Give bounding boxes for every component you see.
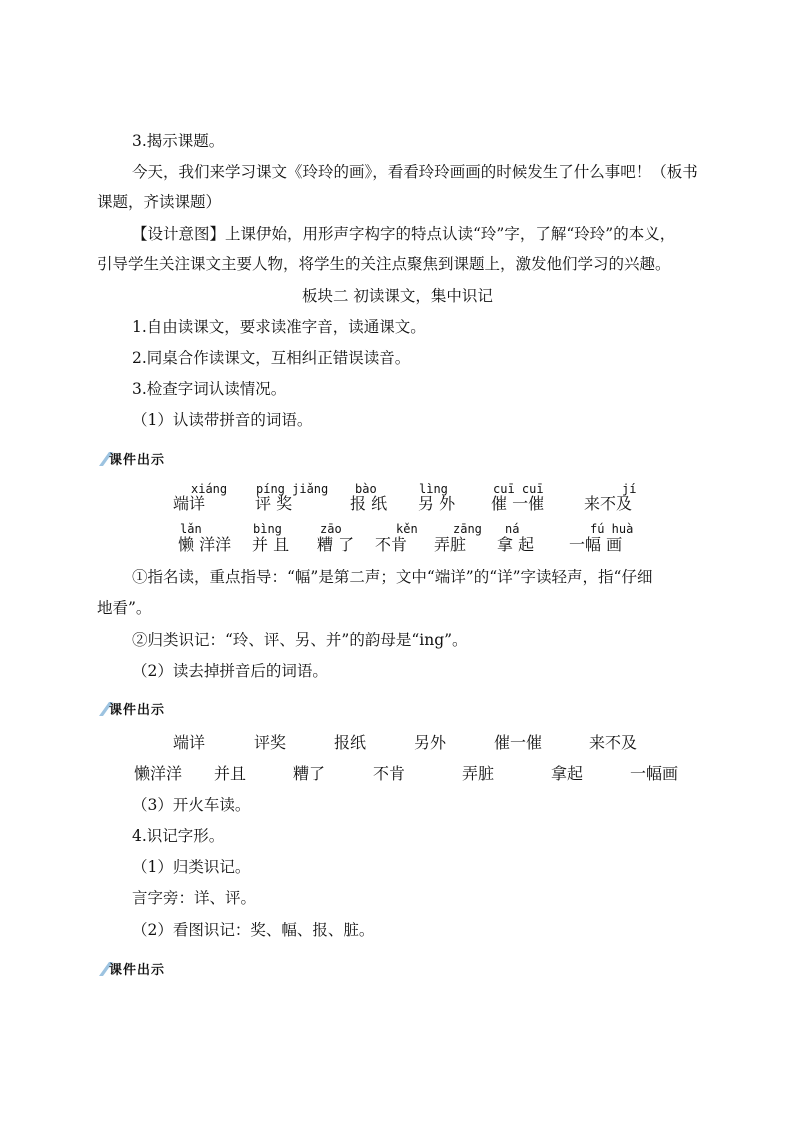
pinyin: lìng xyxy=(419,482,448,496)
courseware-label: 课件出示 xyxy=(109,703,166,718)
note-guidance: ①指名读，重点指导：“幅”是第二声；文中“端详”的“详”字读轻声，指“仔细 xyxy=(132,568,653,586)
paragraph-intro-cont: 课题，齐读课题） xyxy=(97,193,222,211)
note-classify: ②归类识记：“玲、评、另、并”的韵母是“ing”。 xyxy=(132,631,468,649)
word: 催一催 xyxy=(494,733,543,752)
pinyin: bìng xyxy=(253,522,282,536)
word: 懒 洋洋 xyxy=(178,535,232,554)
paragraph-design-intent: 【设计意图】上课伊始，用形声字构字的特点认读“玲”字，了解“玲玲”的本义， xyxy=(132,225,676,243)
pinyin: xiáng xyxy=(191,482,228,496)
pinyin: zāng xyxy=(453,522,482,536)
pinyin: bào xyxy=(355,482,377,496)
word: 一幅 画 xyxy=(569,535,623,554)
step-read-without-pinyin: （2）读去掉拼音后的词语。 xyxy=(132,662,328,680)
courseware-badge xyxy=(97,958,187,980)
paragraph-intro: 今天，我们来学习课文《玲玲的画》，看看玲玲画画的时候发生了什么事吧！（板书 xyxy=(132,163,698,181)
word: 弄脏 xyxy=(434,535,467,554)
word: 拿 起 xyxy=(497,535,535,554)
word: 懒洋洋 xyxy=(134,764,183,783)
word: 报纸 xyxy=(334,733,367,752)
step-classify: （1）归类识记。 xyxy=(132,858,251,876)
pinyin: jí xyxy=(622,482,637,496)
step-train-reading: （3）开火车读。 xyxy=(132,796,251,814)
pinyin: cuī cuī xyxy=(493,482,544,496)
word: 并 且 xyxy=(252,535,290,554)
courseware-badge xyxy=(97,448,187,470)
word: 不肯 xyxy=(375,535,408,554)
section-heading: 板块二 初读课文，集中识记 xyxy=(302,287,493,305)
pinyin: zāo xyxy=(320,522,342,536)
word: 拿起 xyxy=(551,764,584,783)
paragraph-design-intent-cont: 引导学生关注课文主要人物，将学生的关注点聚焦到课题上，激发他们学习的兴趣。 xyxy=(97,255,671,273)
pinyin: kěn xyxy=(396,522,418,536)
radical-note: 言字旁：详、评。 xyxy=(132,889,257,907)
courseware-label: 课件出示 xyxy=(109,963,166,978)
note-guidance-cont: 地看”。 xyxy=(97,599,152,617)
word: 不肯 xyxy=(373,764,406,783)
pinyin: ná xyxy=(505,522,520,536)
step-picture-memory: （2）看图识记：奖、幅、报、脏。 xyxy=(132,921,375,939)
word: 另外 xyxy=(414,733,447,752)
word: 弄脏 xyxy=(462,764,495,783)
courseware-label: 课件出示 xyxy=(109,453,166,468)
word: 并且 xyxy=(214,764,247,783)
word: 来不及 xyxy=(589,733,638,752)
courseware-badge xyxy=(97,698,187,720)
word: 另 外 xyxy=(418,494,456,513)
paragraph-reveal-title: 3.揭示课题。 xyxy=(132,132,225,150)
word: 报 纸 xyxy=(350,494,388,513)
word: 端详 xyxy=(173,494,206,513)
word: 糟了 xyxy=(293,764,326,783)
step-pair-reading: 2.同桌合作读课文，互相纠正错误读音。 xyxy=(132,349,411,367)
word: 糟 了 xyxy=(317,535,355,554)
pinyin: fú huà xyxy=(590,522,634,536)
word: 评奖 xyxy=(254,733,287,752)
step-free-reading: 1.自由读课文，要求读准字音，读通课文。 xyxy=(132,318,426,336)
word: 来不及 xyxy=(584,494,633,513)
word: 评 奖 xyxy=(255,494,293,513)
word: 一幅画 xyxy=(630,764,679,783)
step-read-pinyin-words: （1）认读带拼音的词语。 xyxy=(132,411,313,429)
step-word-shape: 4.识记字形。 xyxy=(132,827,225,845)
word: 催 一催 xyxy=(491,494,545,513)
pinyin: lǎn xyxy=(180,522,202,536)
word: 端详 xyxy=(173,733,206,752)
step-check-words: 3.检查字词认读情况。 xyxy=(132,380,287,398)
pinyin: píng jiǎng xyxy=(256,482,329,496)
